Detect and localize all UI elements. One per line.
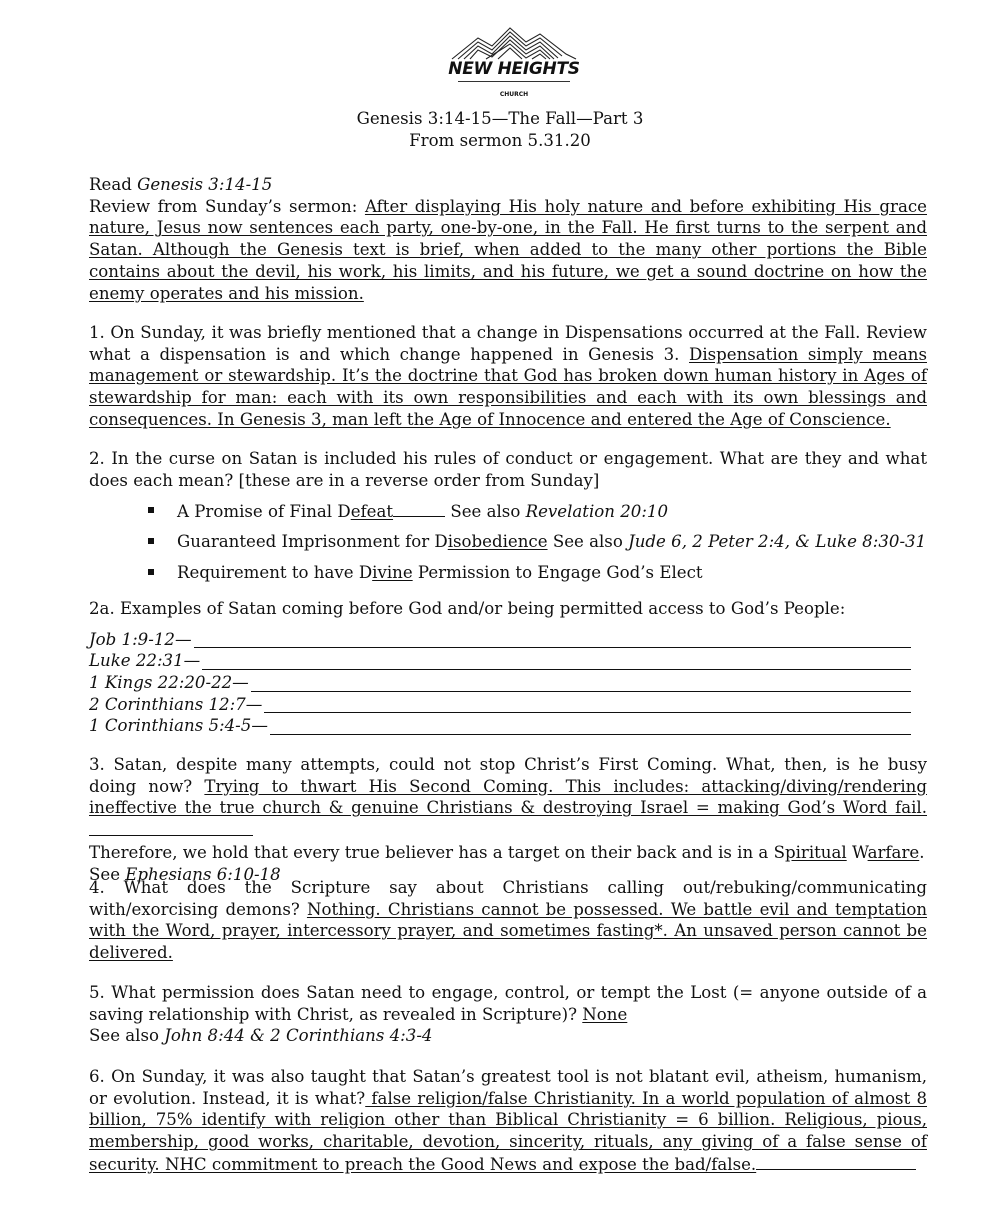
review-answer: After displaying His holy nature and before exhibiting His grace nature, Jesus now sentences each party, one-by-one, in the Fall. He first turns to the serpent and Satan. Although the Genesis text is brief, when added to the many other portions the Bible contains about the devil, his work, his limits, and his future, we get a sound doctrine on how the enemy operates and his mission.: [89, 196, 927, 303]
answer-line: [89, 629, 927, 651]
question-6: [89, 1066, 927, 1176]
question-4: [89, 877, 927, 964]
rules-list: [148, 500, 948, 593]
church-logo: [448, 26, 580, 96]
answer-line: [89, 650, 927, 672]
question-3-followup: Therefore, we hold that every true believer has a target on their back and is in a Spiritual Warfare.: [89, 842, 925, 862]
question-2-text: 2. In the curse on Satan is included his rules of conduct or engagement. What are they and what does each mean? [these are in a reverse order from Sunday]: [89, 449, 927, 490]
list-item: [148, 562, 948, 593]
bullet-answer: ivine: [372, 563, 413, 582]
question-3-see: See Ephesians 6:10-18: [89, 864, 281, 884]
question-3-paragraph: [89, 754, 927, 842]
bullet-reference: Revelation 20:10: [525, 502, 669, 521]
question-2: [89, 448, 927, 491]
followup-answer: piritual: [784, 842, 847, 862]
review-label: Review from Sunday’s sermon:: [89, 196, 365, 216]
list-item-text: Requirement to have Divine Permission to Engage God’s Elect: [177, 563, 703, 582]
list-item-text: A Promise of Final Defeat See also Revelation 20:10: [177, 502, 669, 521]
question-5-text: 5. What permission does Satan need to engage, control, or tempt the Lost (= anyone outside of a saving relationship with Christ, as revealed in Scripture)?: [89, 983, 927, 1024]
question-2a-text: 2a. Examples of Satan coming before God and/or being permitted access to God’s People:: [89, 599, 846, 618]
mountain-logo-icon: [448, 26, 580, 60]
read-reference: Genesis 3:14-15: [137, 175, 273, 194]
logo-wordmark: NEW HEIGHTS: [448, 59, 580, 79]
question-2a: [89, 598, 927, 737]
blank-line: [89, 647, 911, 648]
list-item: [148, 500, 948, 531]
question-4-answer: Nothing. Christians cannot be possessed. We battle evil and temptation with the Word, prayer, intercessory prayer, and sometimes fasting*. An unsaved person cannot be delivered.: [89, 899, 928, 963]
bullet-answer: efeat: [350, 502, 394, 521]
bullet-icon: [148, 538, 154, 544]
question-5-see: See also John 8:44 & 2 Corinthians 4:3-4: [89, 1026, 433, 1046]
list-item-text: Guaranteed Imprisonment for Disobedience See also Jude 6, 2 Peter 2:4, & Luke 8:30-31: [177, 532, 927, 551]
question-3: [89, 754, 927, 885]
question-3-answer: Trying to thwart His Second Coming. This includes: attacking/diving/rendering ineffective the true church & genuine Christians & destroying Israel = making God’s Word fail.: [89, 776, 927, 818]
logo-divider: [458, 81, 570, 82]
scripture-reference: Job 1:9-12—: [89, 629, 192, 649]
review-paragraph: [89, 196, 927, 305]
sermon-date: From sermon 5.31.20: [409, 131, 591, 150]
question-1-text: 1. On Sunday, it was briefly mentioned that a change in Dispensations occurred at the Fall. Review what a dispensation is and which change happened in Genesis 3.: [89, 323, 927, 364]
scripture-reference: John 8:44 & 2 Corinthians 4:3-4: [164, 1026, 433, 1046]
bullet-icon: [148, 569, 154, 575]
question-3-text: 3. Satan, despite many attempts, could not stop Christ’s First Coming. What, then, is he busy doing now?: [89, 755, 927, 796]
scripture-reference: Ephesians 6:10-18: [125, 864, 281, 884]
question-1: [89, 322, 927, 431]
document-title: [0, 108, 1000, 152]
question-5-answer: None: [582, 1004, 628, 1024]
bullet-answer: isobedience: [447, 532, 548, 551]
followup-answer: arfare: [867, 842, 920, 862]
question-6-text: 6. On Sunday, it was also taught that Satan’s greatest tool is not blatant evil, atheism, humanism, or evolution. Instead, it is what?: [89, 1067, 927, 1108]
question-4-text: 4. What does the Scripture say about Christians calling out/rebuking/communicating with/exorcising demons?: [89, 878, 927, 919]
intro-section: [89, 174, 927, 304]
question-6-answer: false religion/false Christianity. In a world population of almost 8 billion, 75% identify with religion other than Biblical Christianity = 6 billion. Religious, pious, membership, good works, charitable, devotion, sincerity, rituals, any giving of a false sense of security. NHC commitment to preach the Good News and expose the bad/false.: [89, 1088, 928, 1174]
logo-subtitle: CHURCH: [499, 91, 529, 98]
bullet-icon: [148, 507, 154, 513]
scripture-reference: 1 Kings 22:20-22—: [89, 673, 249, 693]
blank-line: [89, 669, 911, 670]
scripture-reference: 2 Corinthians 12:7—: [89, 694, 263, 714]
question-1-answer: Dispensation simply means management or stewardship. It’s the doctrine that God has broken down human history in Ages of stewardship for man: each with its own responsibilities and each with its own blessings and consequences. In Genesis 3, man left the Age of Innocence and entered the Age of Conscience.: [89, 344, 927, 429]
read-label: Read: [89, 175, 138, 194]
list-item: [148, 531, 948, 562]
answer-line: [89, 694, 927, 716]
scripture-reference: Luke 22:31—: [89, 651, 201, 671]
answer-line: [89, 672, 927, 694]
answer-line: [89, 715, 927, 737]
bullet-reference: Jude 6, 2 Peter 2:4, & Luke 8:30-31: [628, 532, 927, 551]
question-5-paragraph: [89, 982, 927, 1025]
title-line: Genesis 3:14-15—The Fall—Part 3: [356, 109, 644, 128]
read-line: [89, 174, 927, 196]
scripture-reference: 1 Corinthians 5:4-5—: [89, 716, 268, 736]
question-5: [89, 982, 927, 1047]
